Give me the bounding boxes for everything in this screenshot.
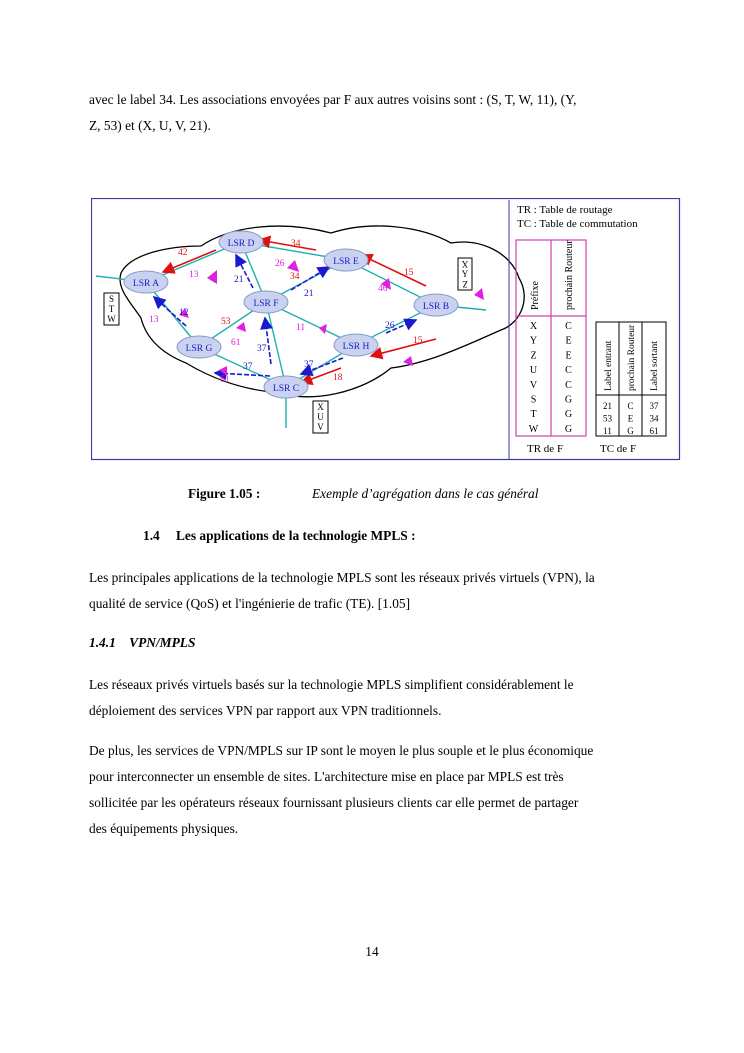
para3-line-2: pour interconnecter un ensemble de sites. L'architecture mise en place par MPLS est très bbox=[89, 769, 564, 784]
svg-text:LSR F: LSR F bbox=[253, 299, 279, 309]
legend-tc: TC : Table de commutation bbox=[517, 218, 638, 230]
prefix-box-stw bbox=[104, 293, 119, 325]
svg-text:T: T bbox=[108, 304, 115, 314]
tr-cell: C bbox=[565, 321, 572, 332]
edge-label: 13 bbox=[189, 270, 199, 280]
edge-label: 61 bbox=[231, 338, 241, 348]
svg-text:LSR A: LSR A bbox=[132, 279, 160, 289]
tc-cell: G bbox=[627, 426, 634, 436]
edge-label: 11 bbox=[296, 323, 306, 333]
tr-cell: E bbox=[565, 350, 572, 362]
edge-label: 21 bbox=[304, 289, 314, 299]
tc-rows bbox=[603, 401, 659, 436]
paragraph-vpn-details bbox=[89, 738, 656, 842]
legend-tr: TR : Table de routage bbox=[517, 204, 613, 216]
subsection-title: VPN/MPLS bbox=[129, 635, 196, 650]
svg-text:LSR G: LSR G bbox=[185, 344, 213, 354]
svg-text:V: V bbox=[317, 422, 324, 432]
tc-caption: TC de F bbox=[600, 443, 637, 455]
svg-text:LSR C: LSR C bbox=[272, 384, 300, 394]
tr-cell: Y bbox=[529, 335, 538, 347]
intro-line-1: avec le label 34. Les associations envoyées par F aux autres voisins sont : (S, T, W, 11), (Y, bbox=[89, 92, 577, 107]
subsection-number: 1.4.1 bbox=[89, 635, 116, 650]
tr-cell: T bbox=[530, 409, 537, 421]
tc-cell: 21 bbox=[603, 401, 612, 411]
para3-line-4: des équipements physiques. bbox=[89, 821, 239, 836]
tc-cell: E bbox=[627, 413, 634, 424]
mpls-aggregation-figure bbox=[91, 198, 681, 461]
para3-line-1: De plus, les services de VPN/MPLS sur IP sont le moyen le plus souple et le plus économique bbox=[89, 743, 594, 758]
paragraph-vpn-intro bbox=[89, 672, 656, 724]
tc-cell: 34 bbox=[649, 413, 659, 424]
tr-cell: X bbox=[529, 321, 538, 332]
figure-caption-label: Figure 1.05 : bbox=[188, 486, 261, 501]
svg-text:S: S bbox=[108, 294, 115, 304]
tc-table bbox=[596, 322, 666, 455]
tr-cell: S bbox=[530, 394, 537, 406]
tr-cell: G bbox=[564, 423, 573, 435]
prefix-box-xyz bbox=[458, 258, 472, 290]
router-lsr-g bbox=[177, 336, 221, 358]
para3-line-3: sollicitée par les opérateurs réseaux fournissant plusieurs clients car elle permet de partager bbox=[89, 795, 579, 810]
section-number: 1.4 bbox=[143, 528, 160, 543]
router-lsr-f bbox=[244, 291, 288, 313]
edge-label: 37 bbox=[257, 344, 267, 354]
tr-cell: U bbox=[529, 365, 538, 377]
edge-label: 21 bbox=[234, 275, 244, 285]
router-lsr-b bbox=[414, 294, 458, 316]
router-lsr-a bbox=[124, 271, 168, 293]
edge-label: 34 bbox=[290, 272, 300, 282]
svg-text:X: X bbox=[461, 259, 469, 269]
svg-text:X: X bbox=[317, 402, 324, 412]
para2-line-2: déploiement des services VPN par rapport aux VPN traditionnels. bbox=[89, 703, 442, 718]
edge-label: 15 bbox=[404, 268, 414, 278]
svg-text:Z: Z bbox=[462, 279, 468, 289]
tc-cell: 61 bbox=[649, 426, 659, 436]
router-lsr-h bbox=[334, 334, 378, 356]
svg-text:LSR B: LSR B bbox=[422, 302, 450, 312]
prefix-box-xuv bbox=[313, 401, 328, 433]
svg-text:W: W bbox=[107, 314, 116, 324]
edge-label: 46 bbox=[378, 284, 388, 294]
edge-label: 15 bbox=[413, 336, 423, 346]
tr-cell: E bbox=[565, 335, 572, 347]
tr-cell: C bbox=[565, 379, 572, 391]
tc-header-next-router: prochain Routeur bbox=[627, 324, 637, 391]
tr-cell: V bbox=[529, 379, 538, 391]
intro-line-2: Z, 53) et (X, U, V, 21). bbox=[89, 118, 211, 133]
edge-label: 53 bbox=[221, 317, 231, 327]
router-lsr-e bbox=[324, 249, 368, 271]
figure-caption-text: Exemple d’agrégation dans le cas général bbox=[312, 486, 539, 501]
tc-cell: 37 bbox=[649, 401, 659, 411]
edge-label: 26 bbox=[385, 321, 395, 331]
tr-header-prefix: Préfixe bbox=[530, 281, 541, 310]
edge-label: 18 bbox=[333, 373, 343, 383]
tr-header-next-router: prochain Routeur bbox=[564, 240, 575, 310]
edge-label: 61 bbox=[220, 375, 230, 385]
edge-label: 42 bbox=[178, 248, 188, 258]
edge-label: 13 bbox=[149, 315, 159, 325]
tr-cell: W bbox=[528, 423, 539, 435]
edge-label: 26 bbox=[275, 259, 285, 269]
router-lsr-d bbox=[219, 231, 263, 253]
svg-text:LSR E: LSR E bbox=[333, 257, 359, 267]
tc-header-label-out: Label sortant bbox=[650, 341, 660, 391]
tc-cell: 11 bbox=[603, 426, 612, 436]
tr-caption: TR de F bbox=[527, 443, 564, 455]
tc-header-label-in: Label entrant bbox=[604, 340, 614, 391]
section-title: Les applications de la technologie MPLS : bbox=[176, 528, 416, 543]
svg-text:U: U bbox=[317, 412, 324, 422]
edge-label: 12 bbox=[179, 308, 189, 318]
edge-label: 34 bbox=[291, 239, 301, 249]
tr-cell: G bbox=[564, 394, 573, 406]
tr-cell: G bbox=[564, 409, 573, 421]
tc-cell: 53 bbox=[603, 413, 612, 424]
tc-cell: C bbox=[627, 401, 634, 411]
svg-text:LSR D: LSR D bbox=[227, 239, 255, 249]
svg-text:Y: Y bbox=[461, 269, 469, 279]
edge-label: 37 bbox=[304, 360, 314, 370]
subsection-heading bbox=[89, 635, 195, 651]
intro-paragraph bbox=[89, 87, 656, 139]
para2-line-1: Les réseaux privés virtuels basés sur la technologie MPLS simplifient considérablement le bbox=[89, 677, 574, 692]
para1-line-1: Les principales applications de la technologie MPLS sont les réseaux privés virtuels (VPN), la bbox=[89, 570, 595, 585]
svg-text:LSR H: LSR H bbox=[342, 342, 370, 352]
edge-label: 37 bbox=[243, 362, 253, 372]
paragraph-applications bbox=[89, 565, 656, 617]
tr-cell: C bbox=[565, 365, 572, 377]
para1-line-2: qualité de service (QoS) et l'ingénierie de trafic (TE). [1.05] bbox=[89, 596, 411, 611]
page-number: 14 bbox=[365, 944, 379, 959]
tr-cell: Z bbox=[530, 350, 537, 362]
router-lsr-c bbox=[264, 376, 308, 398]
